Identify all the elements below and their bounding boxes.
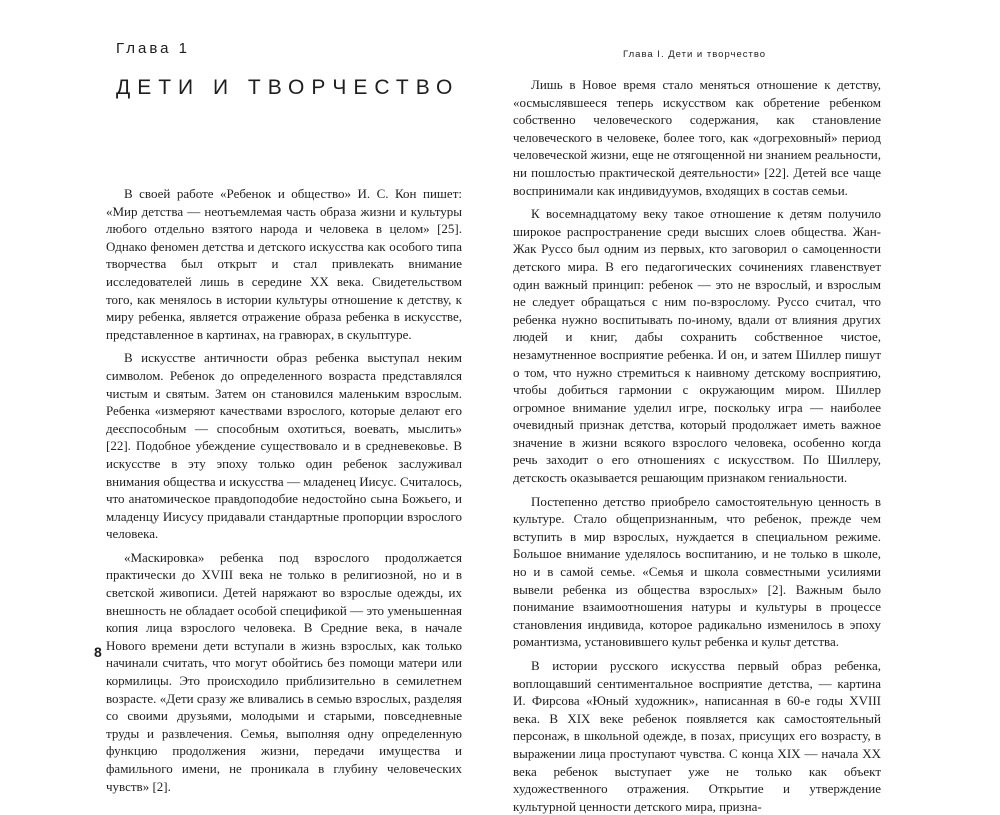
page-number: 8 [94,644,102,660]
left-page [0,0,500,794]
paragraph: В своей работе «Ребенок и общество» И. С. Кон пишет: «Мир детства — неотъемлемая часть образа жизни и культуры любого отдельно взятого народа и человека в целом» [25]. Однако феномен детства и детского искусства как особого типа творчества был открыт и стал привлекать внимание исследователей лишь в середине XX века. Свидетельством того, как менялось в истории культуры отношение к детству, к миру ребенка, является отражение образа ребенка в искусстве, представленное в картинах, на гравюрах, в скульптуре. [106,186,462,342]
paragraph: К восемнадцатому веку такое отношение к детям получило широкое распространение среди высших слоев общества. Жан-Жак Руссо был одним из первых, кто заговорил о самоценности детского мира. В его педагогических сочинениях главенствует один важный принцип: ребенок — это не взрослый, и взрослым не следует обращаться с ним по-взрослому. Руссо считал, что ребенка нужно воспитывать по-иному, вдали от влияния других людей и книг, дабы сохранить собственное чистое, незамутненное восприятие ребенка. И он, и затем Шиллер пишут о том, что нужно стремиться к наивному детскому восприятию, чтобы добиться гармонии с окружающим миром. Шиллер огромное внимание уделил игре, поскольку игра — наиболее очевидный признак детства, который продолжает иметь важное значение в жизни всякого взрослого человека, особенно когда речь заходит о его отношениях с искусством. По Шиллеру, детскость оказывается решающим признаком гениальности. [513,206,881,486]
chapter-title: ДЕТИ И ТВОРЧЕСТВО [116,76,460,99]
paragraph: Лишь в Новое время стало меняться отношение к детству, «осмыслявшееся теперь искусством как обретение ребенком собственно человеческого содержания, как становление человеческого в человеке, более того, как «догреховный» период человеческой жизни, еще не отягощенной ни знанием реальности, ни пошлостью практической деятельности» [22]. Детей все чаще воспринимали как индивидуумов, входящих в состав семьи. [513,77,881,198]
paragraph: В истории русского искусства первый образ ребенка, воплощавший сентиментальное восприятие детства, — картина И. Фирсова «Юный художник», написанная в 60-е годы XVIII века. В XIX веке ребенок появляется как самостоятельный персонаж, в школьной одежде, в позах, присущих его возрасту, в выражении лица проступают чувства. С конца XIX — начала XX века ребенок выступает уже не только как объект художественного отражения. Открытие и утверждение культурной ценности детского мира, призна- [513,658,881,814]
right-body-text [513,76,881,815]
paragraph: В искусстве античности образ ребенка выступал неким символом. Ребенок до определенного возраста представлялся чистым и святым. Затем он становился маленьким взрослым. Ребенка «измеряют качествами взрослого, которые делают его деєспособным — способным охотиться, воевать, мыслить» [22]. Подобное убеждение существовало и в средневековье. В искусстве в эту эпоху только один ребенок заслуживал внимания общества и искусства — младенец Иисус. Считалось, что анатомическое правдоподобие недостойно сына Божьего, и младенцу Иисусу придавали стандартные пропорции взрослого человека. [106,350,462,542]
right-page [500,0,1000,814]
running-head: Глава I. Дети и творчество [623,49,767,60]
paragraph: «Маскировка» ребенка под взрослого продолжается практически до XVIII века не только в религиозной, но и в светской живописи. Детей наряжают во взрослые одежды, их внешность не обладает особой спецификой — это уменьшенная копия лица взрослого человека. В Средние века, в начале Нового времени дети вступали в жизнь взрослых, как только начинали считать, что могут обойтись без помощи матери или кормилицы. Это происходило приблизительно в семилетнем возрасте. «Дети сразу же вливались в семью взрослых, разделяя со своими друзьями, молодыми и старыми, повседневные труды и развлечения. Семья, выполняя одну определенную функцию продолжения жизни, передачи имущества и фамильного имени, не проникала в глубину человеческих чувств» [2]. [106,549,462,794]
chapter-label: Глава 1 [116,40,191,57]
paragraph: Постепенно детство приобрело самостоятельную ценность в культуре. Стало общепризнанным, что ребенок, прежде чем вступить в мир взрослых, нуждается в специальном режиме. Большое внимание уделялось воспитанию, и не только в школе, но и в самой семье. «Семья и школа совместными усилиями вывели ребенка из общества взрослых» [2]. Важным было понимание взаимоотношения натуры и культуры в процессе становления индивида, которое радикально изменилось в эпоху романтизма, установившего культ ребенка и культ детства. [513,493,881,650]
left-body-text [106,185,462,795]
